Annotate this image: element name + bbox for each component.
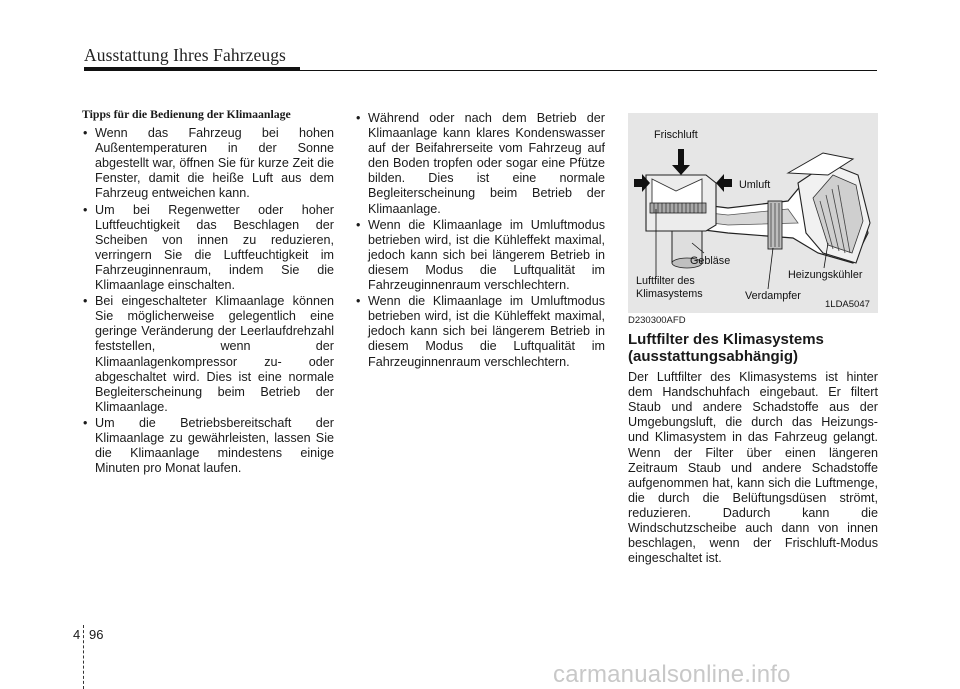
label-umluft: Umluft <box>739 179 771 191</box>
tips-heading: Tipps für die Bedienung der Klimaanlage <box>82 107 291 121</box>
list-item: • Um die Betriebsbereitschaft der Klimaanlage zu gewährleisten, lassen Sie die Klimaanlage mindestens einige Minuten pro Monat laufen. <box>82 416 334 476</box>
list-item: • Wenn die Klimaanlage im Umluftmodus betrieben wird, ist die Kühleffekt maximal, jedoch kann sich bei längerem Betrieb in diesem Modus die Luftqualität im Fahrzeuginnenraum verschlechtern. <box>355 218 605 293</box>
list-item: • Wenn das Fahrzeug bei hohen Außentemperaturen in der Sonne abgestellt war, öffnen Sie für kurze Zeit die Fenster, damit die heiße Luft aus dem Fahrzeug entweichen kann. <box>82 126 334 201</box>
list-item: • Wenn die Klimaanlage im Umluftmodus betrieben wird, ist die Kühleffekt maximal, jedoch kann sich bei längerem Betrieb in diesem Modus die Luftqualität im Fahrzeuginnenraum verschlechtern. <box>355 294 605 369</box>
tips-list-continued <box>355 111 605 370</box>
label-verdampfer: Verdampfer <box>745 290 801 302</box>
page-number: 96 <box>89 627 104 642</box>
page-header-title: Ausstattung Ihres Fahrzeugs <box>84 45 286 65</box>
list-item: • Während oder nach dem Betrieb der Klimaanlage kann klares Kondenswasser auf der Beifahrerseite vom Fahrzeug auf den Boden tropfen oder sogar eine Pfütze bilden. Dies ist eine normale Begleiterscheinung beim Betrieb der Klimaanlage. <box>355 111 605 217</box>
section-paragraph: Der Luftfilter des Klimasystems ist hinter dem Handschuhfach eingebaut. Er filtert Staub und andere Schadstoffe aus der Umgebungsluft, die durch das Heizungs- und Klimasystem in das Fahrzeug gelangt. Wenn der Filter über einen längeren Zeitraum Staub und andere Schadstoffe aufgenommen hat, kann sich die Luftmenge, die durch die Belüftungsdüsen strömt, reduzieren. Dadurch kann die Windschutzscheibe auch dann von innen beschlagen, wenn der Frischluft-Modus eingeschaltet ist. <box>628 370 878 566</box>
middle-column <box>355 111 605 371</box>
chapter-number: 4 <box>73 627 81 642</box>
watermark: carmanualsonline.info <box>553 661 791 688</box>
umluft-arrow-icon <box>716 174 732 192</box>
left-column <box>82 107 334 477</box>
right-column <box>628 313 878 566</box>
label-luftfilter-line1: Luftfilter des <box>636 275 695 287</box>
tips-list <box>82 126 334 476</box>
label-luftfilter-line2: Klimasystems <box>636 288 703 300</box>
label-frischluft: Frischluft <box>654 129 698 141</box>
list-item: • Bei eingeschalteter Klimaanlage können Sie möglicherweise gelegentlich eine geringe Veränderung der Leerlaufdrehzahl feststellen, wenn der Klimaanlagenkompressor zu- oder abgeschaltet wird. Dies ist eine normale Begleiterscheinung beim Betrieb der Klimaanlage. <box>82 294 334 415</box>
header-rule-thin <box>84 70 877 71</box>
frischluft-arrow-icon <box>672 149 690 175</box>
label-heizungskuehler: Heizungskühler <box>788 269 863 281</box>
climate-system-figure <box>628 113 878 313</box>
footer-divider <box>83 625 85 689</box>
figure-code: 1LDA5047 <box>825 299 870 310</box>
label-geblaese: Gebläse <box>690 255 731 267</box>
section-code: D230300AFD <box>628 315 686 326</box>
list-item: • Um bei Regenwetter oder hoher Luftfeuchtigkeit das Beschlagen der Scheiben von innen zu reduzieren, verringern Sie die Luftfeuchtigkeit im Fahrzeuginnenraum, indem Sie die Klimaanlage einschalten. <box>82 203 334 294</box>
section-heading: Luftfilter des Klimasystems (ausstattungsabhängig) <box>628 331 824 366</box>
